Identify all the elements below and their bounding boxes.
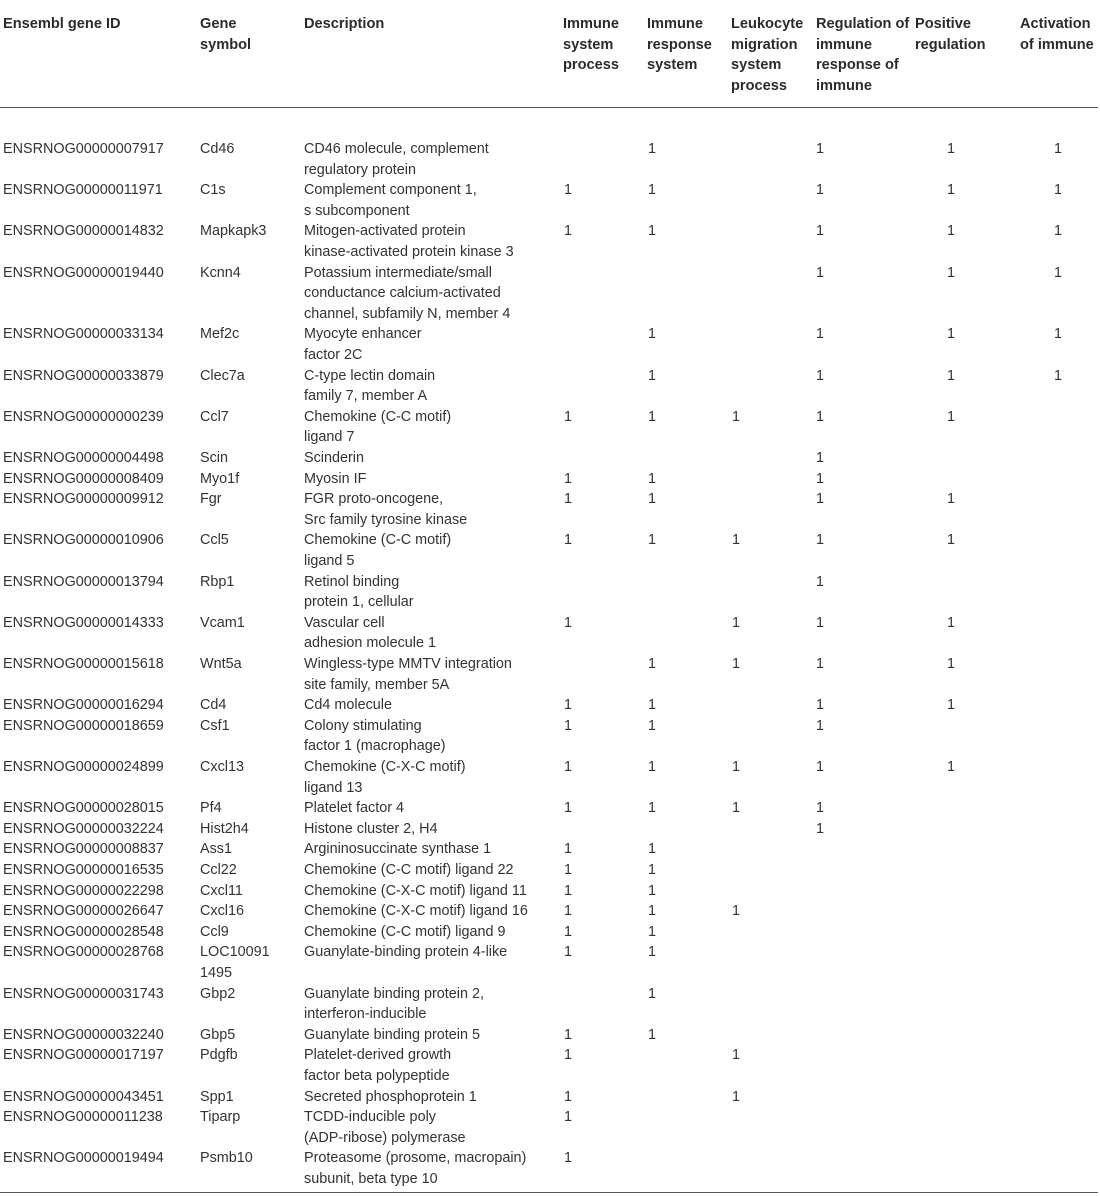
gene-id: ENSRNOG00000008409	[3, 470, 164, 487]
annotation-value: 1	[647, 656, 656, 672]
gene-description: Argininosuccinate synthase 1	[304, 841, 492, 858]
gene-symbol: Mapkapk3	[200, 223, 267, 240]
gene-id: ENSRNOG00000032224	[3, 820, 164, 837]
column-header: Positive regulation	[915, 16, 986, 53]
annotation-value: 1	[563, 903, 572, 920]
annotation-value: 1	[563, 532, 572, 549]
column-header: Leukocyte migration system process	[731, 16, 804, 94]
annotation-value: 1	[815, 697, 824, 714]
gene-symbol: Gbp2	[200, 985, 236, 1002]
annotation-value: 1	[815, 264, 824, 281]
gene-description: Mitogen-activated protein kinase-activated protein kinase 3	[304, 223, 514, 260]
annotation-value: 1	[1053, 223, 1062, 240]
gene-symbol: C1s	[200, 182, 226, 199]
annotation-value: 1	[946, 141, 955, 157]
gene-id: ENSRNOG00000032240	[3, 1026, 164, 1043]
gene-symbol: Gbp5	[200, 1026, 236, 1043]
gene-description: C-type lectin domain family 7, member A	[304, 367, 436, 405]
annotation-value: 1	[815, 532, 824, 549]
annotation-value: 1	[647, 800, 656, 817]
gene-description: Chemokine (C-C motif) ligand 22	[304, 862, 514, 878]
annotation-value: 1	[815, 573, 824, 590]
gene-description: Colony stimulating factor 1 (macrophage)	[304, 717, 446, 755]
gene-id: ENSRNOG00000018659	[3, 717, 164, 734]
gene-description: Proteasome (prosome, macropain) subunit, beta type 10	[304, 1150, 527, 1187]
gene-symbol: Fgr	[200, 491, 222, 508]
annotation-value: 1	[563, 862, 572, 878]
gene-id: ENSRNOG00000010906	[3, 532, 164, 549]
annotation-value: 1	[946, 182, 955, 199]
gene-description: Chemokine (C-C motif) ligand 7	[304, 408, 452, 446]
gene-description: Histone cluster 2, H4	[304, 820, 438, 837]
gene-id: ENSRNOG00000011238	[3, 1109, 163, 1126]
annotation-value: 1	[563, 717, 572, 734]
gene-id: ENSRNOG00000009912	[3, 491, 164, 508]
gene-id: ENSRNOG00000022298	[3, 882, 164, 899]
gene-symbol: Cxcl16	[200, 903, 244, 920]
annotation-value: 1	[815, 820, 824, 837]
gene-description: FGR proto-oncogene, Src family tyrosine kinase	[304, 491, 468, 528]
annotation-value: 1	[731, 903, 740, 920]
table-bottom-rule	[0, 1192, 1098, 1193]
annotation-value: 1	[647, 367, 656, 384]
annotation-value: 1	[946, 614, 955, 631]
annotation-value: 1	[647, 532, 656, 549]
annotation-value: 1	[946, 326, 955, 343]
gene-id: ENSRNOG00000043451	[3, 1088, 164, 1105]
gene-id: ENSRNOG00000013794	[3, 573, 164, 590]
gene-symbol: Hist2h4	[200, 820, 249, 837]
annotation-value: 1	[563, 944, 572, 961]
annotation-value: 1	[731, 408, 740, 425]
gene-symbol: Pf4	[200, 800, 222, 817]
gene-symbol: LOC10091 1495	[200, 944, 270, 981]
annotation-value: 1	[563, 923, 572, 940]
gene-id: ENSRNOG00000031743	[3, 985, 164, 1002]
gene-description: Potassium intermediate/small conductance calcium-activated channel, subfamily N, member 4	[304, 264, 511, 322]
annotation-value: 1	[563, 1088, 572, 1105]
gene-description: Cd4 molecule	[304, 697, 392, 714]
gene-description: Chemokine (C-C motif) ligand 9	[304, 923, 506, 940]
annotation-value: 1	[1053, 182, 1062, 199]
annotation-value: 1	[647, 223, 656, 240]
gene-description: Secreted phosphoprotein 1	[304, 1088, 477, 1105]
gene-id: ENSRNOG00000015618	[3, 656, 164, 672]
column-header: Ensembl gene ID	[3, 16, 121, 32]
gene-description: Platelet factor 4	[304, 800, 404, 817]
annotation-value: 1	[946, 759, 955, 775]
gene-symbol: Psmb10	[200, 1150, 253, 1167]
gene-symbol: Cxcl11	[200, 882, 243, 899]
annotation-value: 1	[815, 800, 824, 817]
gene-description: Chemokine (C-X-C motif) ligand 13	[304, 759, 466, 796]
gene-symbol: Kcnn4	[200, 264, 241, 281]
gene-symbol: Mef2c	[200, 326, 240, 343]
gene-id: ENSRNOG00000007917	[3, 141, 164, 157]
gene-description: Wingless-type MMTV integration site family, member 5A	[304, 656, 512, 693]
annotation-value: 1	[647, 717, 656, 734]
annotation-value: 1	[647, 1026, 656, 1043]
annotation-value: 1	[647, 491, 656, 508]
gene-description: Myosin IF	[304, 470, 367, 487]
annotation-value: 1	[563, 800, 572, 817]
column-header: Activation of immune	[1020, 16, 1094, 53]
annotation-value: 1	[815, 491, 824, 508]
gene-id: ENSRNOG00000024899	[3, 759, 164, 775]
annotation-value: 1	[647, 470, 656, 487]
gene-description: Guanylate binding protein 2, interferon-inducible	[304, 985, 485, 1023]
annotation-value: 1	[647, 141, 656, 157]
annotation-value: 1	[647, 182, 656, 199]
annotation-value: 1	[647, 697, 656, 714]
annotation-value: 1	[815, 408, 824, 425]
gene-symbol: Cxcl13	[200, 759, 244, 775]
annotation-value: 1	[647, 923, 656, 940]
annotation-value: 1	[1053, 367, 1062, 384]
annotation-value: 1	[815, 656, 824, 672]
annotation-value: 1	[1053, 264, 1062, 281]
annotation-value: 1	[563, 697, 572, 714]
annotation-value: 1	[647, 944, 656, 961]
annotation-value: 1	[563, 841, 572, 858]
gene-id: ENSRNOG00000033879	[3, 367, 164, 384]
gene-symbol: Scin	[200, 450, 228, 466]
gene-description: Chemokine (C-C motif) ligand 5	[304, 532, 452, 569]
gene-description: Retinol binding protein 1, cellular	[304, 573, 414, 611]
annotation-value: 1	[563, 614, 572, 631]
gene-symbol: Myo1f	[200, 470, 240, 487]
gene-symbol: Pdgfb	[200, 1047, 238, 1064]
annotation-value: 1	[815, 326, 824, 343]
annotation-value: 1	[731, 614, 740, 631]
annotation-value: 1	[815, 450, 824, 466]
annotation-value: 1	[946, 223, 955, 240]
annotation-value: 1	[815, 470, 824, 487]
annotation-value: 1	[815, 182, 824, 199]
gene-symbol: Csf1	[200, 717, 230, 734]
column-header: Immune response system	[647, 16, 712, 74]
gene-id: ENSRNOG00000017197	[3, 1047, 164, 1064]
gene-description: CD46 molecule, complement regulatory protein	[304, 141, 489, 178]
gene-symbol: Ccl9	[200, 923, 229, 940]
column-header: Gene symbol	[200, 16, 252, 53]
gene-description: Chemokine (C-X-C motif) ligand 11	[304, 882, 527, 899]
header-divider	[0, 107, 1098, 108]
annotation-value: 1	[946, 264, 955, 281]
gene-symbol: Ccl7	[200, 408, 229, 425]
annotation-value: 1	[563, 1150, 572, 1167]
gene-symbol: Wnt5a	[200, 656, 242, 672]
gene-id: ENSRNOG00000028015	[3, 800, 164, 817]
annotation-value: 1	[647, 326, 656, 343]
gene-symbol: Ccl22	[200, 862, 237, 878]
annotation-value: 1	[731, 759, 740, 775]
column-header: Immune system process	[563, 16, 619, 74]
annotation-value: 1	[647, 841, 656, 858]
column-header: Regulation of immune response of immune	[816, 16, 910, 94]
gene-id: ENSRNOG00000028548	[3, 923, 164, 940]
annotation-value: 1	[946, 367, 955, 384]
annotation-value: 1	[731, 800, 740, 817]
annotation-value: 1	[563, 470, 572, 487]
annotation-value: 1	[815, 367, 824, 384]
gene-description: Myocyte enhancer factor 2C	[304, 326, 422, 363]
annotation-value: 1	[647, 759, 656, 775]
annotation-value: 1	[647, 408, 656, 425]
gene-symbol: Vcam1	[200, 614, 245, 631]
gene-symbol: Clec7a	[200, 367, 245, 384]
gene-symbol: Cd46	[200, 141, 235, 157]
gene-description: TCDD-inducible poly (ADP-ribose) polymerase	[304, 1109, 466, 1146]
gene-id: ENSRNOG00000014832	[3, 223, 164, 240]
annotation-value: 1	[563, 882, 572, 899]
gene-symbol: Ass1	[200, 841, 232, 858]
annotation-value: 1	[563, 1026, 572, 1043]
annotation-value: 1	[1053, 141, 1062, 157]
annotation-value: 1	[946, 532, 955, 549]
annotation-value: 1	[731, 1047, 740, 1064]
annotation-value: 1	[563, 182, 572, 199]
gene-id: ENSRNOG00000011971	[3, 182, 163, 199]
gene-description: Scinderin	[304, 450, 364, 466]
gene-id: ENSRNOG00000000239	[3, 408, 164, 425]
annotation-value: 1	[563, 1109, 572, 1126]
gene-description: Platelet-derived growth factor beta polypeptide	[304, 1047, 452, 1084]
gene-symbol: Cd4	[200, 697, 227, 714]
column-header: Description	[304, 16, 385, 32]
gene-id: ENSRNOG00000019440	[3, 264, 164, 281]
annotation-value: 1	[647, 903, 656, 920]
annotation-value: 1	[647, 985, 656, 1002]
gene-description: Vascular cell adhesion molecule 1	[304, 614, 437, 652]
annotation-value: 1	[731, 1088, 740, 1105]
gene-id: ENSRNOG00000028768	[3, 944, 164, 961]
annotation-value: 1	[563, 1047, 572, 1064]
annotation-value: 1	[563, 491, 572, 508]
annotation-value: 1	[946, 408, 955, 425]
annotation-value: 1	[1053, 326, 1062, 343]
annotation-value: 1	[731, 532, 740, 549]
annotation-value: 1	[815, 141, 824, 157]
gene-symbol: Rbp1	[200, 573, 235, 590]
gene-description: Chemokine (C-X-C motif) ligand 16	[304, 903, 528, 920]
gene-id: ENSRNOG00000004498	[3, 450, 164, 466]
annotation-value: 1	[731, 656, 740, 672]
annotation-value: 1	[563, 759, 572, 775]
gene-symbol: Ccl5	[200, 532, 229, 549]
annotation-value: 1	[946, 656, 955, 672]
gene-symbol: Tiparp	[200, 1109, 241, 1126]
gene-id: ENSRNOG00000016294	[3, 697, 164, 714]
annotation-value: 1	[946, 697, 955, 714]
gene-id: ENSRNOG00000033134	[3, 326, 164, 343]
annotation-value: 1	[815, 614, 824, 631]
annotation-value: 1	[563, 223, 572, 240]
gene-id: ENSRNOG00000019494	[3, 1150, 164, 1167]
gene-id: ENSRNOG00000016535	[3, 862, 164, 878]
annotation-value: 1	[946, 491, 955, 508]
gene-description: Guanylate binding protein 5	[304, 1026, 481, 1043]
annotation-value: 1	[815, 223, 824, 240]
annotation-value: 1	[647, 862, 656, 878]
gene-id: ENSRNOG00000014333	[3, 614, 164, 631]
gene-id: ENSRNOG00000026647	[3, 903, 164, 920]
annotation-value: 1	[815, 717, 824, 734]
gene-description: Complement component 1, s subcomponent	[304, 182, 477, 219]
annotation-value: 1	[815, 759, 824, 775]
annotation-value: 1	[563, 408, 572, 425]
gene-id: ENSRNOG00000008837	[3, 841, 164, 858]
gene-symbol: Spp1	[200, 1088, 234, 1105]
gene-description: Guanylate-binding protein 4-like	[304, 944, 508, 961]
annotation-value: 1	[647, 882, 656, 899]
